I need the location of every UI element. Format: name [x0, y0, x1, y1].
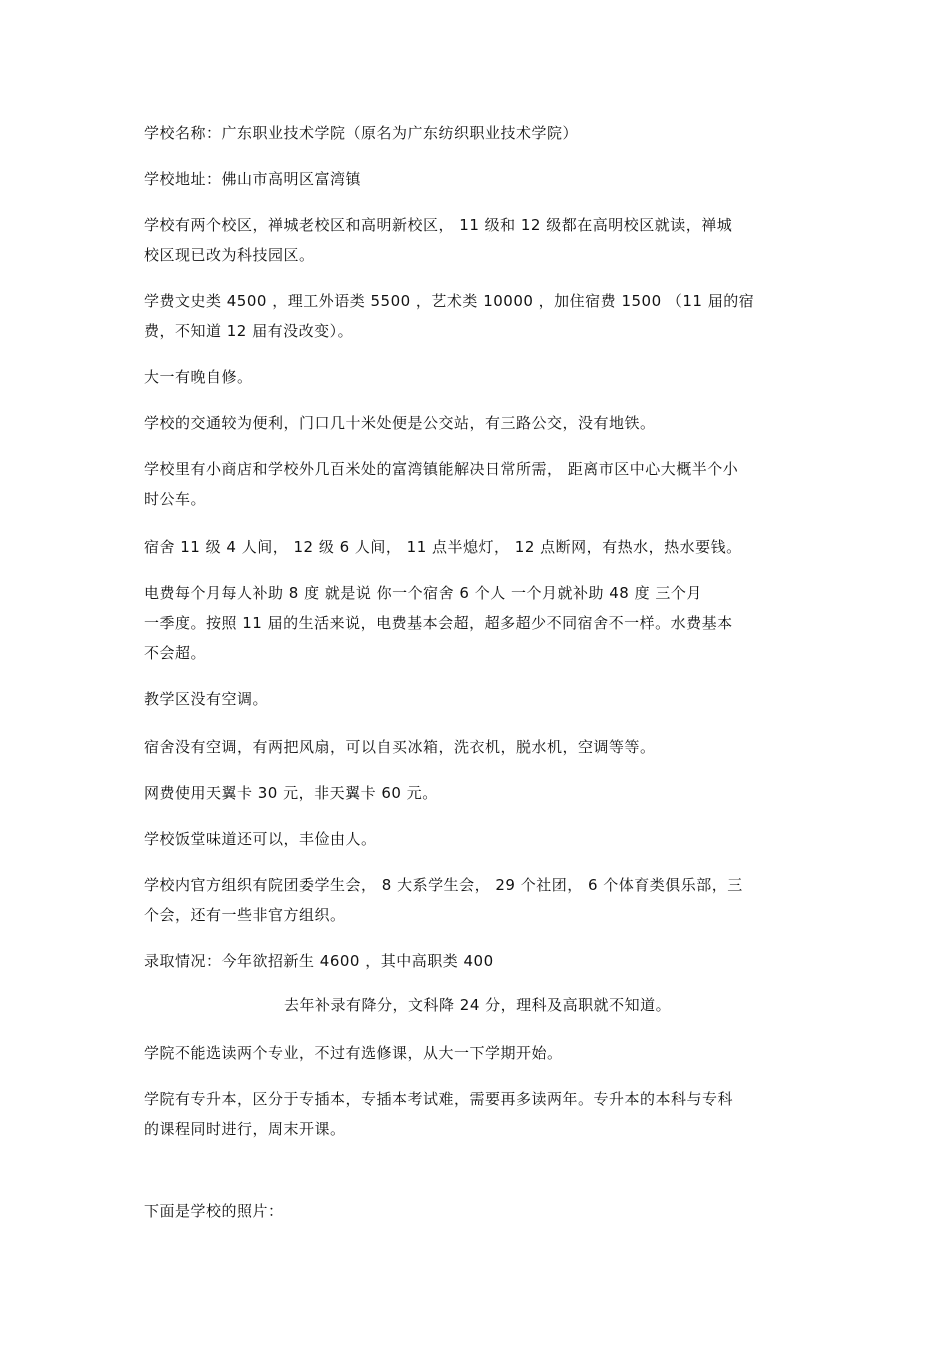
line-upgrade-2: 的课程同时进行，周末开课。	[144, 1120, 346, 1138]
line-organizations-1: 学校内官方组织有院团委学生会， 8 大系学生会， 29 个社团， 6 个体育类俱乐部，三	[144, 876, 743, 894]
line-upgrade-1: 学院有专升本，区分于专插本，专插本考试难，需要再多读两年。专升本的本科与专科	[144, 1090, 734, 1108]
line-admission-1: 录取情况：今年欲招新生 4600 ，其中高职类 400	[144, 952, 494, 970]
line-admission-2: 去年补录有降分，文科降 24 分，理科及高职就不知道。	[284, 996, 672, 1014]
line-tuition-2: 费，不知道 12 届有没改变）。	[144, 322, 354, 340]
line-network-1: 网费使用天翼卡 30 元，非天翼卡 60 元。	[144, 784, 438, 802]
line-name-1: 学校名称：广东职业技术学院（原名为广东纺织职业技术学院）	[144, 124, 579, 142]
line-photos-1: 下面是学校的照片：	[144, 1202, 284, 1220]
line-transport-1: 学校的交通较为便利，门口几十米处便是公交站，有三路公交，没有地铁。	[144, 414, 656, 432]
line-campus-1: 学校有两个校区，禅城老校区和高明新校区， 11 级和 12 级都在高明校区就读，禅城	[144, 216, 733, 234]
line-address-1: 学校地址：佛山市高明区富湾镇	[144, 170, 362, 188]
line-electricity-1: 电费每个月每人补助 8 度 就是说 你一个宿舍 6 个人 一个月就补助 48 度 三个月	[144, 584, 702, 602]
line-dorm-1: 宿舍 11 级 4 人间， 12 级 6 人间， 11 点半熄灯， 12 点断网，有热水，热水要钱。	[144, 538, 742, 556]
line-shopping-1: 学校里有小商店和学校外几百米处的富湾镇能解决日常所需， 距离市区中心大概半个小	[144, 460, 739, 478]
line-dorm-facilities-1: 宿舍没有空调，有两把风扇，可以自买冰箱，洗衣机，脱水机，空调等等。	[144, 738, 656, 756]
line-electricity-3: 不会超。	[144, 644, 207, 662]
line-tuition-1: 学费文史类 4500 ，理工外语类 5500 ，艺术类 10000 ，加住宿费 1500 （11 届的宿	[144, 292, 755, 310]
line-organizations-2: 个会，还有一些非官方组织。	[144, 906, 346, 924]
line-electricity-2: 一季度。按照 11 届的生活来说，电费基本会超，超多超少不同宿舍不一样。水费基本	[144, 614, 733, 632]
line-campus-2: 校区现已改为科技园区。	[144, 246, 315, 264]
line-study-1: 大一有晚自修。	[144, 368, 253, 386]
line-majors-1: 学院不能选读两个专业，不过有选修课，从大一下学期开始。	[144, 1044, 563, 1062]
line-aircon-1: 教学区没有空调。	[144, 690, 269, 708]
line-canteen-1: 学校饭堂味道还可以，丰俭由人。	[144, 830, 377, 848]
line-shopping-2: 时公车。	[144, 490, 207, 508]
